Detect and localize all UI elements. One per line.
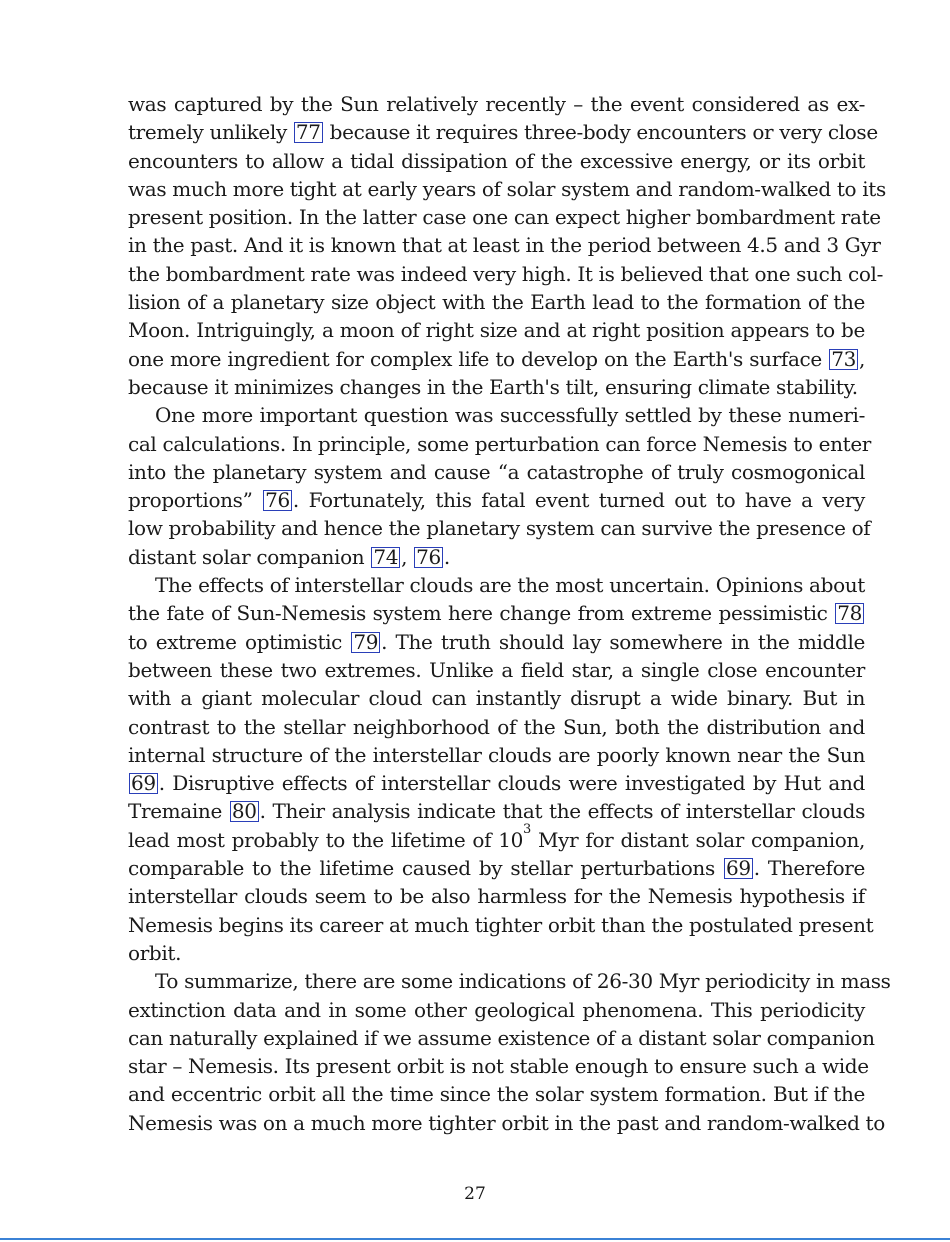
text-line: between these two extremes. Unlike a field star, a single close encounter: [128, 657, 865, 682]
citation-link[interactable]: 74: [373, 544, 399, 569]
text-line: the fate of Sun-Nemesis system here change from extreme pessimistic 78: [128, 601, 862, 626]
text-line: distant solar companion 74 , 76 .: [128, 544, 450, 569]
text-line: lead most probably to the lifetime of $10^3$ Myr for distant solar companion,: [128, 821, 865, 852]
citation-link[interactable]: 69: [131, 771, 156, 796]
page-number: 27: [464, 1184, 486, 1204]
text-line: interstellar clouds seem to be also harmless for the Nemesis hypothesis if: [128, 884, 865, 909]
text-line: internal structure of the interstellar clouds are poorly known near the Sun: [128, 742, 865, 767]
citation-link[interactable]: 77: [295, 120, 321, 145]
text-line: low probability and hence the planetary system can survive the presence of: [128, 516, 871, 541]
text-line: cal calculations. In principle, some perturbation can force Nemesis to enter: [128, 431, 872, 456]
text-line: extinction data and in some other geological phenomena. This periodicity: [128, 997, 865, 1022]
text-line: Moon. Intriguingly, a moon of right size and at right position appears to be: [128, 318, 865, 343]
text-line: 69 . Disruptive effects of interstellar clouds were investigated by Hut and: [131, 771, 865, 796]
text-line: with a giant molecular cloud can instantly disrupt a wide binary. But in: [128, 686, 865, 711]
text-line: and eccentric orbit all the time since the solar system formation. But if the: [128, 1082, 865, 1107]
text-line: to extreme optimistic 79 . The truth should lay somewhere in the middle: [128, 629, 865, 654]
citation-link[interactable]: 73: [831, 346, 856, 371]
text-line: was captured by the Sun relatively recently – the event considered as ex-: [128, 92, 865, 116]
citation-link[interactable]: 69: [725, 856, 751, 881]
text-line: can naturally explained if we assume existence of a distant solar companion: [128, 1025, 875, 1050]
text-line: present position. In the latter case one can expect higher bombardment rate: [128, 205, 881, 230]
text-line: proportions” 76 . Fortunately, this fatal event turned out to have a very: [128, 488, 865, 513]
text-line: was much more tight at early years of solar system and random-walked to its: [128, 176, 886, 201]
text-line: encounters to allow a tidal dissipation of the excessive energy, or its orbit: [128, 148, 865, 173]
citation-link[interactable]: 78: [837, 601, 862, 626]
text-line: because it minimizes changes in the Earth's tilt, ensuring climate stability.: [128, 374, 858, 399]
text-line: the bombardment rate was indeed very high. It is believed that one such col-: [128, 261, 884, 286]
text-line: Nemesis was on a much more tighter orbit in the past and random-walked to: [128, 1110, 885, 1135]
text-line: The effects of interstellar clouds are the most uncertain. Opinions about: [155, 573, 865, 598]
citation-link[interactable]: 76: [265, 488, 290, 513]
text-line: To summarize, there are some indications of 26-30 Myr periodicity in mass: [155, 969, 891, 994]
text-line: orbit.: [128, 940, 182, 965]
superscript: 3: [523, 821, 531, 837]
citation-link[interactable]: 76: [416, 544, 441, 569]
text-line: contrast to the stellar neighborhood of the Sun, both the distribution and: [128, 714, 865, 739]
text-line: one more ingredient for complex life to develop on the Earth's surface 73 ,: [128, 346, 865, 371]
text-line: star – Nemesis. Its present orbit is not stable enough to ensure such a wide: [128, 1054, 869, 1079]
text-line: into the planetary system and cause “a catastrophe of truly cosmogonical: [128, 459, 865, 484]
text-line: Tremaine 80 . Their analysis indicate that the effects of interstellar clouds: [128, 799, 865, 824]
text-line: Nemesis begins its career at much tighter orbit than the postulated present: [128, 912, 874, 937]
text-line: comparable to the lifetime caused by stellar perturbations 69 . Therefore: [128, 856, 865, 881]
text-line: One more important question was successfully settled by these numeri-: [155, 403, 865, 428]
text-line: lision of a planetary size object with the Earth lead to the formation of the: [128, 290, 865, 315]
body-text: [128, 90, 891, 1137]
text-line: in the past. And it is known that at least in the period between 4.5 and 3 Gyr: [128, 233, 881, 258]
text-line: tremely unlikely 77 because it requires three-body encounters or very close: [128, 120, 878, 145]
viewer-bottom-border: [0, 1238, 950, 1240]
citation-link[interactable]: 80: [231, 799, 257, 824]
citation-link[interactable]: 79: [353, 629, 379, 654]
